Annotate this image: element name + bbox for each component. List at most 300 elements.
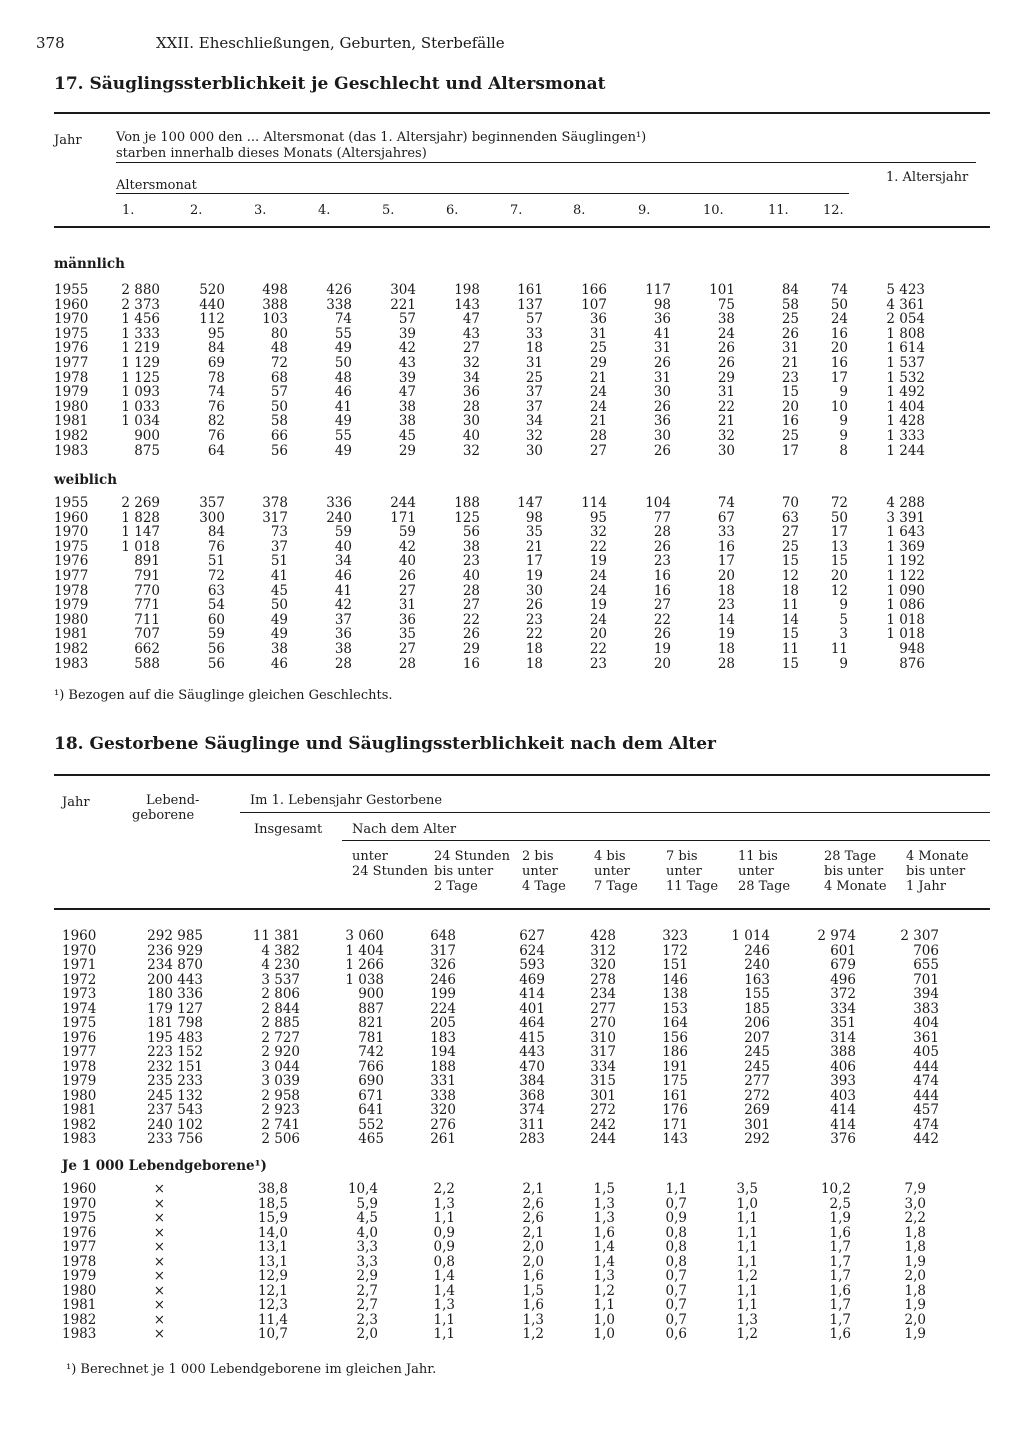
t17-cell: 1 492 (886, 384, 925, 401)
t17-cell: 25 (525, 369, 543, 386)
t17-year: 1983 (54, 655, 89, 672)
t17-cell: 662 (134, 641, 160, 657)
t18-rel-cell: 1,3 (736, 1311, 758, 1328)
t17-cell: 18 (781, 582, 799, 599)
t18-rel-year: 1982 (62, 1311, 97, 1328)
t17-cell: 11 (830, 641, 848, 657)
t18-cell: 206 (744, 1015, 770, 1031)
t17-cell: 49 (270, 626, 288, 643)
t18-rel-cell: 1,0 (593, 1311, 615, 1328)
t18-cell: 351 (830, 1015, 856, 1031)
t17-cell: 95 (207, 325, 225, 342)
t17-cell: 56 (270, 442, 288, 459)
t17-cell: 36 (334, 626, 352, 643)
t17-cell: 32 (717, 428, 735, 444)
t17-cell: 14 (781, 611, 799, 628)
t17-cell: 46 (334, 384, 352, 401)
t17-cell: 51 (207, 553, 225, 570)
t17-cell: 1 808 (886, 325, 925, 342)
t18-rel-cell: 0,9 (433, 1239, 455, 1255)
t18-rel-cell: 1,7 (829, 1311, 851, 1328)
t17-cell: 39 (398, 325, 416, 342)
t17-cell: 30 (525, 582, 543, 599)
t17-cell: 57 (525, 311, 543, 328)
t17-cell: 57 (270, 384, 288, 401)
t17-cell: 28 (462, 398, 480, 415)
t17-cell: 57 (398, 311, 416, 328)
t18-year: 1976 (62, 1029, 97, 1046)
t18-col-header: unter (594, 864, 630, 879)
t17-cell: 40 (398, 553, 416, 570)
t17-cell: 1 643 (886, 524, 925, 541)
t18-rel-cell: 1,7 (829, 1253, 851, 1270)
t17-cell: 15 (781, 626, 799, 643)
t17-cell: 38 (270, 641, 288, 657)
t17-cell: 24 (589, 384, 607, 401)
t18-rel-year: 1960 (62, 1181, 97, 1197)
t17-month-header: 7. (510, 203, 523, 218)
t18-rel-cell: 10,4 (347, 1181, 378, 1197)
t18-cell: 244 (590, 1131, 616, 1147)
t18-cell: 138 (662, 986, 688, 1002)
t18-cell: 2 741 (261, 1116, 300, 1133)
t18-rel-year: 1970 (62, 1195, 97, 1212)
t17-cell: 34 (462, 369, 480, 386)
t17-cell: 1 333 (886, 428, 925, 444)
divider (240, 812, 990, 813)
t17-cell: 17 (525, 553, 543, 570)
t18-rel-cell: 1,5 (522, 1282, 544, 1299)
t17-year: 1976 (54, 340, 89, 357)
t17-cell: 16 (830, 325, 848, 342)
t18-rel-cell: 1,9 (904, 1326, 926, 1342)
t17-col-jahr: Jahr (54, 133, 82, 148)
t17-cell: 26 (717, 340, 735, 357)
t18-year: 1974 (62, 1000, 97, 1017)
t18-cell: 624 (519, 942, 545, 959)
t18-col-header: 2 bis (522, 849, 554, 864)
t17-male-label: männlich (54, 256, 125, 272)
t17-cell: 300 (199, 509, 225, 526)
t18-cell: 199 (430, 986, 456, 1002)
t17-cell: 22 (462, 611, 480, 628)
t17-cell: 58 (781, 296, 799, 313)
t17-cell: 37 (270, 538, 288, 555)
t18-cell: 444 (913, 1058, 939, 1075)
t17-cell: 16 (830, 355, 848, 371)
t18-cell: 3 039 (261, 1073, 300, 1089)
t18-cell: 180 336 (147, 986, 203, 1002)
t17-cell: 18 (525, 655, 543, 672)
t18-rel-cell: 1,3 (433, 1195, 455, 1212)
t17-cell: 36 (462, 384, 480, 401)
t18-im1: Im 1. Lebensjahr Gestorbene (250, 793, 443, 808)
t18-rel-cell: 3,5 (736, 1181, 758, 1197)
t17-cell: 22 (653, 611, 671, 628)
t17-cell: 21 (781, 355, 799, 371)
t18-year: 1977 (62, 1044, 97, 1060)
t17-cell: 588 (134, 655, 160, 672)
t18-rel-year: 1979 (62, 1268, 97, 1284)
t17-cell: 31 (653, 340, 671, 357)
t17-year: 1975 (54, 325, 89, 342)
t17-cell: 24 (589, 568, 607, 584)
t17-cell: 112 (199, 311, 225, 328)
t18-rel-cell: 1,6 (829, 1224, 851, 1241)
t18-cell: 496 (830, 971, 856, 988)
t18-rel-cell: 1,4 (593, 1239, 615, 1255)
t17-cell: 73 (270, 524, 288, 541)
t17-cell: 27 (398, 582, 416, 599)
t18-cell: 2 844 (261, 1000, 300, 1017)
t17-cell: 41 (334, 582, 352, 599)
t18-cell: 171 (662, 1116, 688, 1133)
t17-cell: 30 (717, 442, 735, 459)
t17-cell: 31 (398, 597, 416, 614)
t18-cell: 205 (430, 1015, 456, 1031)
t18-cell: 233 756 (147, 1131, 203, 1147)
t18-cell: 414 (519, 986, 545, 1002)
t18-rel-cell: 2,0 (904, 1268, 926, 1284)
t17-cell: 125 (454, 509, 480, 526)
t17-cell: 1 828 (121, 509, 160, 526)
t17-cell: 46 (334, 568, 352, 584)
t17-year: 1980 (54, 398, 89, 415)
t18-cell: 671 (358, 1087, 384, 1104)
t17-cell: 26 (653, 626, 671, 643)
t17-cell: 1 018 (886, 626, 925, 643)
t18-col-header: 2 Tage (434, 879, 478, 894)
t18-col-header: 24 Stunden (352, 864, 428, 879)
t17-cell: 26 (462, 626, 480, 643)
t17-cell: 891 (134, 553, 160, 570)
t17-cell: 240 (326, 509, 352, 526)
t17-cell: 63 (207, 582, 225, 599)
t18-cell: 245 132 (147, 1087, 203, 1104)
t17-cell: 22 (717, 398, 735, 415)
t18-col-header: 4 Monate (906, 849, 969, 864)
t18-cell: 186 (662, 1044, 688, 1060)
t18-rel-cell: × (153, 1239, 165, 1255)
t18-cell: 245 (744, 1058, 770, 1075)
t17-cell: 16 (653, 582, 671, 599)
t18-rel-cell: 14,0 (257, 1224, 288, 1241)
t18-cell: 338 (430, 1087, 456, 1104)
t17-cell: 188 (454, 495, 480, 511)
t17-cell: 23 (525, 611, 543, 628)
t18-cell: 442 (913, 1131, 939, 1147)
t17-cell: 1 034 (121, 413, 160, 430)
t18-rel-cell: 1,1 (433, 1210, 455, 1226)
t17-year: 1981 (54, 626, 89, 643)
t17-cell: 9 (839, 597, 848, 614)
t18-cell: 245 (744, 1044, 770, 1060)
t18-cell: 821 (358, 1015, 384, 1031)
t18-rel-cell: 0,7 (665, 1282, 687, 1299)
t18-cell: 317 (590, 1044, 616, 1060)
t17-cell: 147 (517, 495, 543, 511)
t17-cell: 304 (390, 282, 416, 298)
divider (54, 774, 990, 776)
t18-rel-cell: 10,7 (257, 1326, 288, 1342)
t17-year: 1960 (54, 509, 89, 526)
t18-cell: 195 483 (147, 1029, 203, 1046)
t18-rel-cell: 0,7 (665, 1311, 687, 1328)
t18-cell: 183 (430, 1029, 456, 1046)
t18-year: 1972 (62, 971, 97, 988)
t17-cell: 20 (830, 568, 848, 584)
t17-cell: 17 (717, 553, 735, 570)
t17-cell: 60 (207, 611, 225, 628)
t17-cell: 22 (589, 538, 607, 555)
t18-cell: 887 (358, 1000, 384, 1017)
t17-cell: 1 147 (121, 524, 160, 541)
t18-cell: 207 (744, 1029, 770, 1046)
t18-cell: 394 (913, 986, 939, 1002)
t18-cell: 156 (662, 1029, 688, 1046)
t18-cell: 3 044 (261, 1058, 300, 1075)
t17-cell: 875 (134, 442, 160, 459)
t17-cell: 9 (839, 655, 848, 672)
t17-cell: 55 (334, 325, 352, 342)
t18-cell: 601 (830, 942, 856, 959)
t18-col-header: 4 Tage (522, 879, 566, 894)
t18-cell: 283 (519, 1131, 545, 1147)
t17-cell: 98 (525, 509, 543, 526)
t18-cell: 706 (913, 942, 939, 959)
t18-cell: 404 (913, 1015, 939, 1031)
t18-col-header: unter (352, 849, 388, 864)
t18-col-header: unter (666, 864, 702, 879)
t17-cell: 15 (830, 553, 848, 570)
t18-cell: 2 885 (261, 1015, 300, 1031)
t17-cell: 43 (398, 355, 416, 371)
t18-rel-cell: 38,8 (257, 1181, 288, 1197)
t18-rel-cell: 2,2 (433, 1181, 455, 1197)
t18-rel-cell: 1,8 (904, 1239, 926, 1255)
t18-rel-cell: 1,8 (904, 1224, 926, 1241)
t17-cell: 520 (199, 282, 225, 298)
t17-cell: 41 (270, 568, 288, 584)
t18-col-header: 4 Monate (824, 879, 887, 894)
t18-cell: 334 (830, 1000, 856, 1017)
t18-rel-cell: 10,2 (820, 1181, 851, 1197)
t18-cell: 2 974 (817, 928, 856, 944)
t17-cell: 117 (645, 282, 671, 298)
t18-year: 1979 (62, 1073, 97, 1089)
t17-cell: 15 (781, 384, 799, 401)
t18-cell: 276 (430, 1116, 456, 1133)
t18-rel-cell: 1,9 (829, 1210, 851, 1226)
t18-cell: 648 (430, 928, 456, 944)
t18-rel-cell: 1,3 (593, 1210, 615, 1226)
t17-cell: 40 (334, 538, 352, 555)
t17-cell: 21 (525, 538, 543, 555)
t17-cell: 29 (398, 442, 416, 459)
t18-lebend2: geborene (132, 808, 195, 823)
t17-cell: 114 (581, 495, 607, 511)
t18-rel-cell: 2,5 (829, 1195, 851, 1212)
t17-cell: 26 (653, 538, 671, 555)
t17-cell: 23 (589, 655, 607, 672)
t17-cell: 75 (717, 296, 735, 313)
t18-cell: 269 (744, 1102, 770, 1118)
t17-cell: 1 018 (121, 538, 160, 555)
t17-cell: 15 (781, 553, 799, 570)
t17-cell: 1 125 (121, 369, 160, 386)
t18-rel-cell: 1,1 (736, 1239, 758, 1255)
t17-cell: 900 (134, 428, 160, 444)
t18-rel-cell: 1,2 (522, 1326, 544, 1342)
t18-rel-cell: 12,9 (257, 1268, 288, 1284)
t17-cell: 18 (525, 340, 543, 357)
t17-cell: 76 (207, 428, 225, 444)
t17-year: 1980 (54, 611, 89, 628)
t18-rel-cell: × (153, 1282, 165, 1299)
t18-year: 1978 (62, 1058, 97, 1075)
t17-cell: 101 (709, 282, 735, 298)
t17-cell: 32 (525, 428, 543, 444)
t17-cell: 26 (717, 355, 735, 371)
t17-cell: 1 033 (121, 398, 160, 415)
t17-cell: 770 (134, 582, 160, 599)
t17-cell: 39 (398, 369, 416, 386)
t17-cell: 338 (326, 296, 352, 313)
t17-cell: 24 (589, 611, 607, 628)
t18-cell: 235 233 (147, 1073, 203, 1089)
t18-cell: 414 (830, 1102, 856, 1118)
t17-cell: 23 (462, 553, 480, 570)
t17-cell: 12 (781, 568, 799, 584)
t17-cell: 21 (717, 413, 735, 430)
t17-cell: 37 (525, 398, 543, 415)
t17-cell: 49 (334, 413, 352, 430)
t18-cell: 261 (430, 1131, 456, 1147)
t17-month-header: 5. (382, 203, 395, 218)
t18-rel-cell: 1,4 (433, 1282, 455, 1299)
t18-rel-cell: 1,3 (593, 1195, 615, 1212)
t17-cell: 26 (525, 597, 543, 614)
t18-cell: 315 (590, 1073, 616, 1089)
t17-cell: 28 (462, 582, 480, 599)
t17-cell: 50 (270, 597, 288, 614)
t18-rel-cell: 1,3 (593, 1268, 615, 1284)
t17-cell: 876 (899, 655, 925, 672)
t18-rel-cell: 18,5 (257, 1195, 288, 1212)
t17-year: 1978 (54, 582, 89, 599)
t18-cell: 179 127 (147, 1000, 203, 1017)
t18-col-header: 11 bis (738, 849, 778, 864)
t18-cell: 223 152 (147, 1044, 203, 1060)
t18-cell: 146 (662, 971, 688, 988)
divider (54, 908, 990, 910)
t18-rel-cell: × (153, 1224, 165, 1241)
divider (116, 193, 849, 194)
t17-cell: 16 (462, 655, 480, 672)
t17-female-label: weiblich (54, 472, 118, 488)
t17-cell: 1 129 (121, 355, 160, 371)
t18-rel-cell: × (153, 1195, 165, 1212)
t18-cell: 474 (913, 1073, 939, 1089)
t17-cell: 378 (262, 495, 288, 511)
t18-cell: 240 102 (147, 1116, 203, 1133)
t18-cell: 292 (744, 1131, 770, 1147)
t17-cell: 35 (525, 524, 543, 541)
t18-cell: 334 (590, 1058, 616, 1075)
t18-rel-cell: 0,7 (665, 1268, 687, 1284)
t18-cell: 200 443 (147, 971, 203, 988)
t18-col-header: 4 bis (594, 849, 626, 864)
t18-rel-cell: 1,8 (904, 1282, 926, 1299)
t18-cell: 3 537 (261, 971, 300, 988)
t17-cell: 49 (334, 340, 352, 357)
t18-rel-cell: 2,3 (356, 1311, 378, 1328)
t17-cell: 68 (270, 369, 288, 386)
t17-cell: 1 369 (886, 538, 925, 555)
t17-cell: 12 (830, 582, 848, 599)
t17-cell: 34 (525, 413, 543, 430)
t17-cell: 70 (781, 495, 799, 511)
t17-month-header: 11. (768, 203, 789, 218)
t18-cell: 278 (590, 971, 616, 988)
t17-cell: 41 (653, 325, 671, 342)
t17-cell: 9 (839, 384, 848, 401)
t17-cell: 166 (581, 282, 607, 298)
t17-cell: 16 (781, 413, 799, 430)
t17-cell: 69 (207, 355, 225, 371)
divider (54, 226, 990, 228)
t17-cell: 26 (653, 355, 671, 371)
t18-year: 1980 (62, 1087, 97, 1104)
t18-cell: 153 (662, 1000, 688, 1017)
t17-cell: 72 (207, 568, 225, 584)
t17-cell: 22 (525, 626, 543, 643)
t17-cell: 35 (398, 626, 416, 643)
t17-cell: 55 (334, 428, 352, 444)
t17-cell: 711 (134, 611, 160, 628)
t17-cell: 26 (653, 442, 671, 459)
t18-cell: 320 (590, 957, 616, 973)
t17-cell: 244 (390, 495, 416, 511)
t18-rel-cell: 0,7 (665, 1297, 687, 1313)
t18-cell: 415 (519, 1029, 545, 1046)
t18-cell: 781 (358, 1029, 384, 1046)
t17-cell: 28 (589, 428, 607, 444)
t18-rel-cell: 1,9 (904, 1253, 926, 1270)
t18-col-header: 11 Tage (666, 879, 719, 894)
t17-cell: 45 (270, 582, 288, 599)
table18-title: 18. Gestorbene Säuglinge und Säuglingssterblichkeit nach dem Alter (54, 734, 716, 754)
t18-rel-cell: 15,9 (257, 1210, 288, 1226)
t17-year: 1982 (54, 641, 89, 657)
t17-cell: 72 (830, 495, 848, 511)
divider (342, 840, 990, 841)
t17-cell: 36 (653, 311, 671, 328)
t17-year: 1978 (54, 369, 89, 386)
t17-cell: 3 391 (886, 509, 925, 526)
t17-cell: 17 (781, 442, 799, 459)
t17-cell: 29 (717, 369, 735, 386)
t18-cell: 368 (519, 1087, 545, 1104)
t17-cell: 27 (653, 597, 671, 614)
t17-year: 1955 (54, 282, 89, 298)
t18-col-header: bis unter (434, 864, 494, 879)
t17-cell: 8 (839, 442, 848, 459)
t18-cell: 406 (830, 1058, 856, 1075)
t18-cell: 361 (913, 1029, 939, 1046)
t18-cell: 1 266 (345, 957, 384, 973)
t18-cell: 311 (519, 1116, 545, 1133)
